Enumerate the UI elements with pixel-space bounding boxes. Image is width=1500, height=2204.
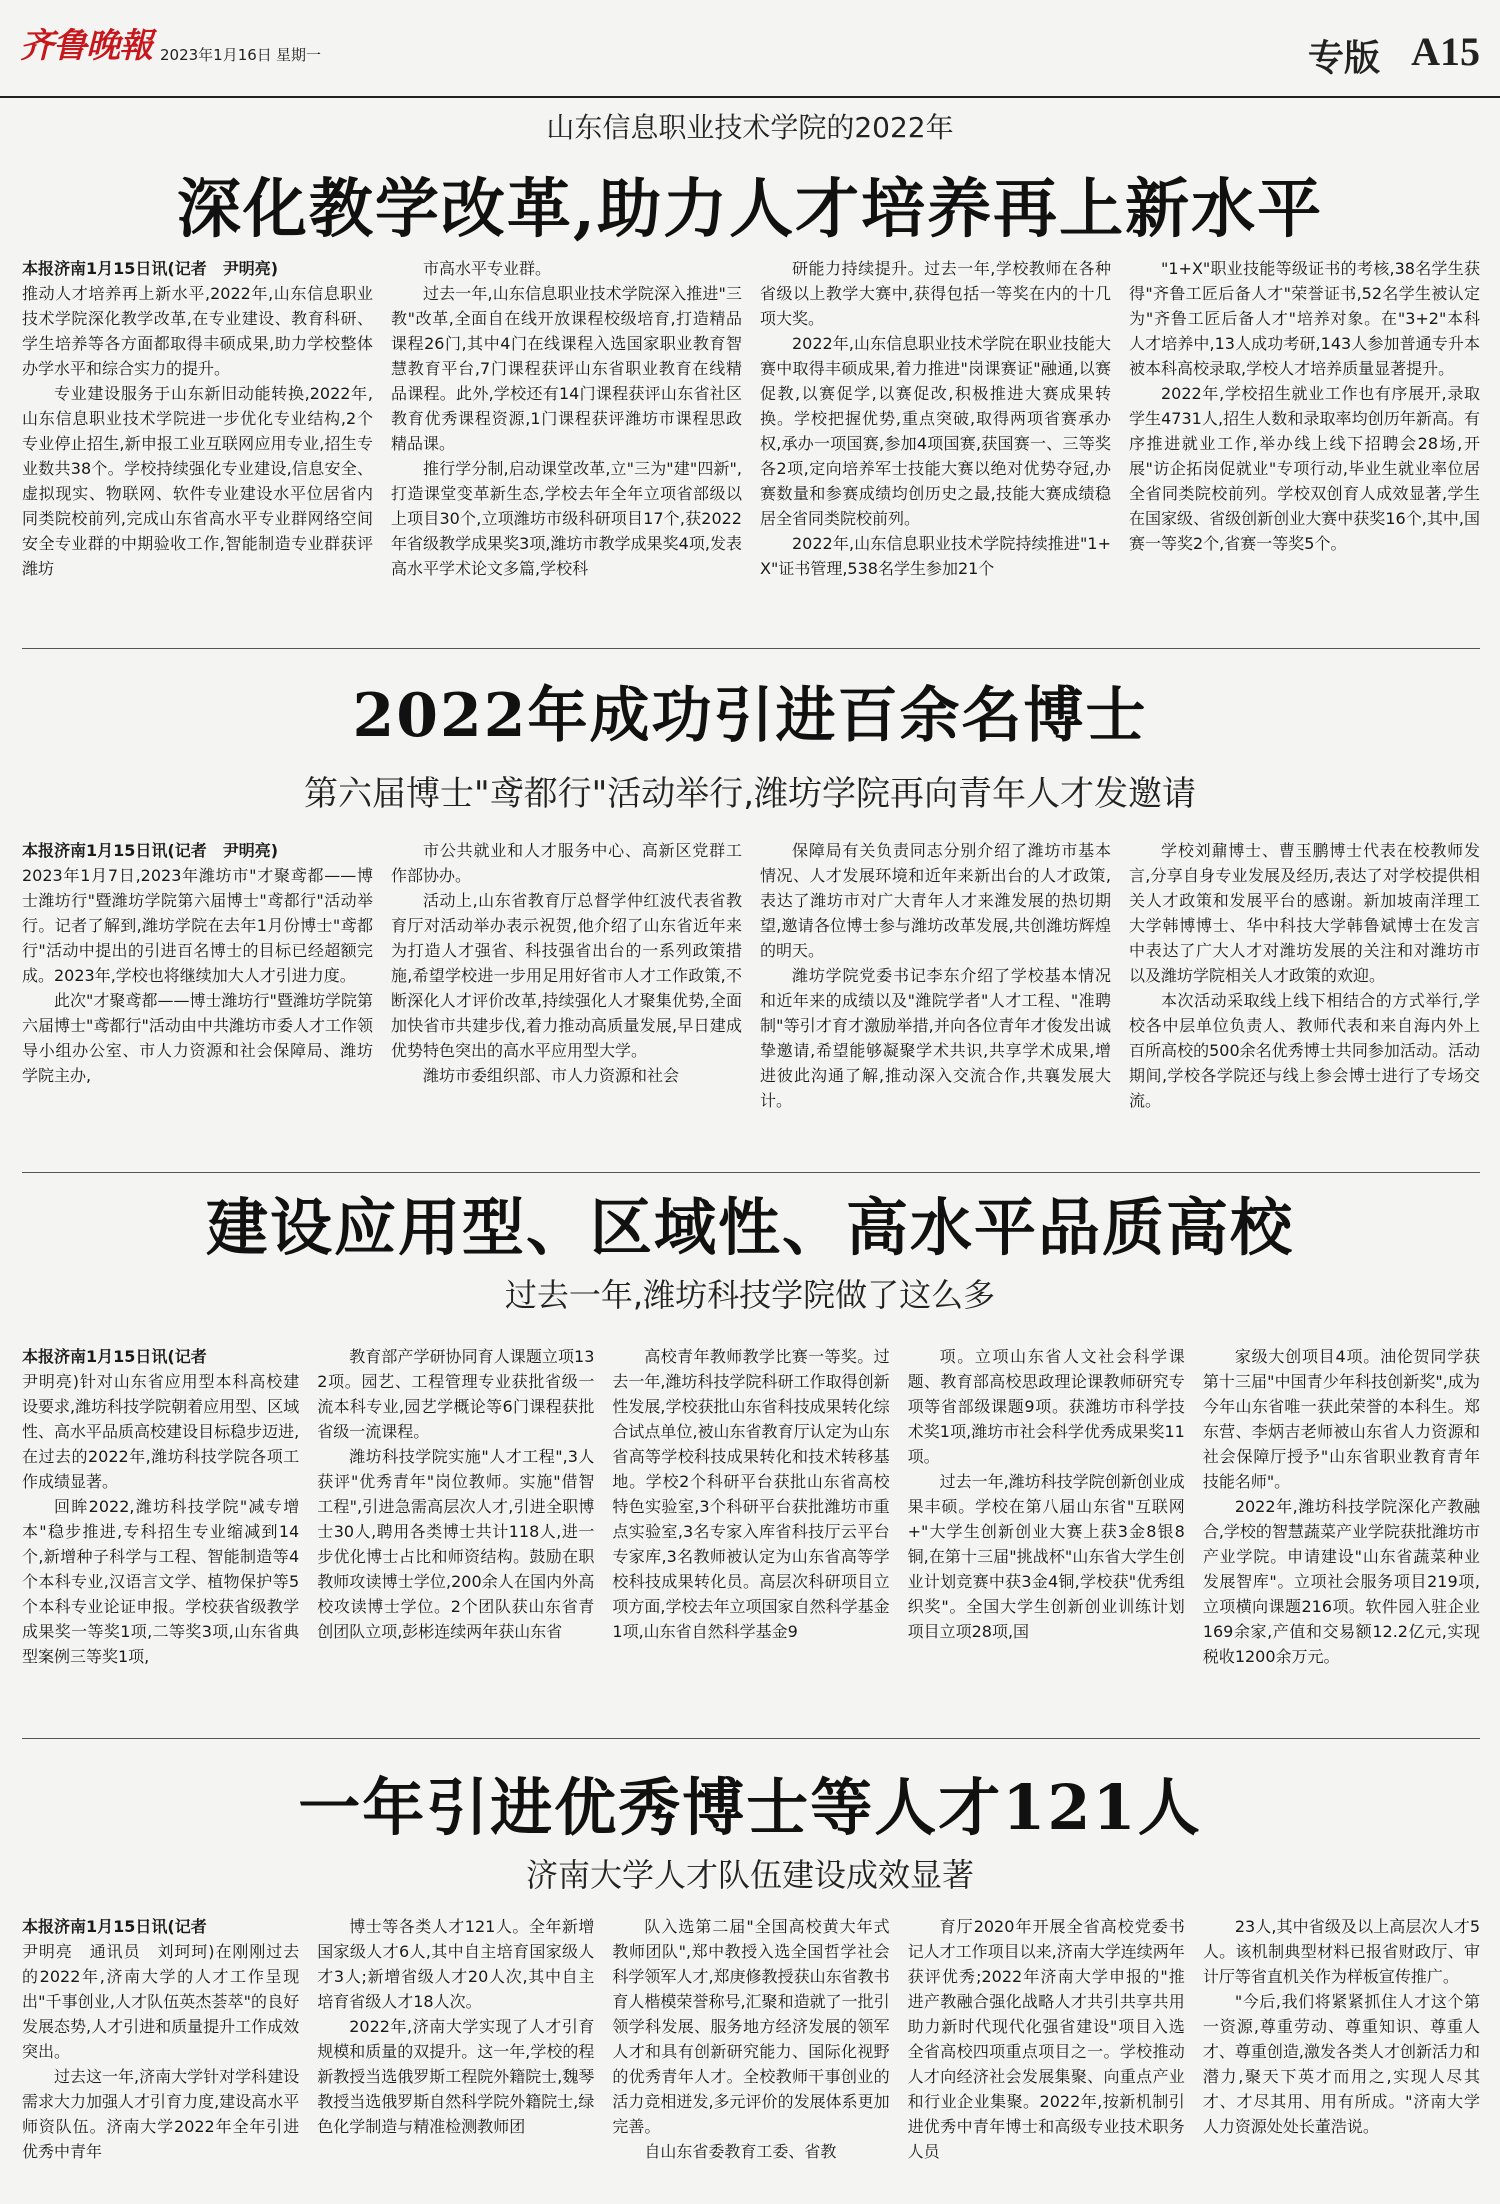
article-column bbox=[22, 838, 373, 1168]
paragraph-text: 高校青年教师教学比赛一等奖。过去一年,潍坊科技学院科研工作取得创新性发展,学校获批山东省科技成果转化综合试点单位,被山东省教育厅认定为山东省高等学校科技成果转化和技术转移基地。学校2个科研平台获批山东省高校特色实验室,3个科研平台获批潍坊市重点实验室,3名专家入库省科技厅云平台专家库,3名教师被认定为山东省高等学校科技成果转化员。高层次科研项目立项方面,学校去年立项国家自然科学基金1项,山东省自然科学基金9 bbox=[612, 1347, 890, 1641]
article-3-body bbox=[22, 1344, 1480, 1730]
paragraph bbox=[760, 531, 1111, 581]
divider bbox=[22, 1172, 1480, 1173]
paragraph bbox=[391, 838, 742, 888]
paragraph bbox=[760, 838, 1111, 963]
paragraph bbox=[22, 988, 373, 1088]
article-column bbox=[1203, 1344, 1480, 1730]
paragraph bbox=[612, 1344, 889, 1644]
paragraph bbox=[317, 1444, 594, 1644]
article-4-subtitle: 济南大学人才队伍建设成效显著 bbox=[525, 1856, 974, 1894]
paragraph bbox=[908, 1344, 1185, 1469]
article-column bbox=[317, 1914, 594, 2196]
paragraph-text: 学校刘鼐博士、曹玉鹏博士代表在校教师发言,分享自身专业发展及经历,表达了对学校提供相关人才政策和发展平台的感谢。新加坡南洋理工大学韩博博士、华中科技大学韩鲁斌博士在发言中表达了广大人才对潍坊发展的关注和对潍坊市以及潍坊学院相关人才政策的欢迎。 bbox=[1129, 841, 1480, 985]
article-1-kicker: 山东信息职业技术学院的2022年 bbox=[546, 111, 954, 144]
paragraph bbox=[760, 331, 1111, 531]
article-column bbox=[391, 838, 742, 1168]
article-1-headline: 深化教学改革,助力人才培养再上新水平 bbox=[176, 172, 1324, 247]
paragraph bbox=[22, 2064, 299, 2164]
dateline: 本报济南1月15日讯(记者 尹明亮) bbox=[22, 841, 279, 860]
paragraph-text: 推行学分制,启动课堂改革,立"三为"建"四新",打造课堂变革新生态,学校去年全年立项省部级以上项目30个,立项潍坊市级科研项目17个,获2022年省级教学成果奖3项,潍坊市教学成果奖4项,发表高水平学术论文多篇,学校科 bbox=[391, 459, 742, 578]
issue-weekday: 星期一 bbox=[276, 46, 322, 64]
paragraph bbox=[391, 281, 742, 456]
article-column bbox=[22, 1344, 299, 1730]
paragraph bbox=[760, 963, 1111, 1113]
paragraph-text: 过去这一年,济南大学针对学科建设需求大力加强人才引育力度,建设高水平师资队伍。济南大学2022年全年引进优秀中青年 bbox=[22, 2067, 300, 2161]
article-2-subtitle: 第六届博士"鸢都行"活动举行,潍坊学院再向青年人才发邀请 bbox=[303, 774, 1197, 814]
paragraph bbox=[1129, 838, 1480, 988]
article-column bbox=[391, 256, 742, 636]
article-column bbox=[612, 1914, 889, 2196]
newspaper-logo: 齐鲁晚報 bbox=[20, 26, 152, 66]
paragraph-text: 活动上,山东省教育厅总督学仲红波代表省教育厅对活动举办表示祝贺,他介绍了山东省近年来为打造人才强省、科技强省出台的一系列政策措施,希望学校进一步用足用好省市人才工作政策,不断深化人才评价改革,持续强化人才聚集优势,全面加快省市共建步伐,着力推动高质量发展,早日建成优势特色突出的高水平应用型大学。 bbox=[391, 891, 742, 1060]
paragraph-text: 市公共就业和人才服务中心、高新区党群工作部协办。 bbox=[391, 841, 742, 885]
article-column bbox=[22, 256, 373, 636]
paragraph-text: 家级大创项目4项。油伦贺同学获第十三届"中国青少年科技创新奖",成为今年山东省唯一获此荣誉的本科生。郑东营、李炳吉老师被山东省人力资源和社会保障厅授予"山东省职业教育青年技能名师"。 bbox=[1202, 1347, 1481, 1491]
divider bbox=[22, 1738, 1480, 1739]
paragraph-text: 尹明亮 通讯员 刘珂珂)在刚刚过去的2022年,济南大学的人才工作呈现出"千事创业,人才队伍英杰荟萃"的良好发展态势,人才引进和质量提升工作成效突出。 bbox=[22, 1942, 300, 2061]
paragraph-text: 博士等各类人才121人。全年新增国家级人才6人,其中自主培育国家级人才3人;新增省级人才20人次,其中自主培育省级人才18人次。 bbox=[317, 1917, 595, 2011]
paragraph bbox=[1203, 1344, 1480, 1494]
paragraph-text: 市高水平专业群。 bbox=[423, 259, 552, 278]
paragraph bbox=[1203, 1494, 1480, 1669]
paragraph bbox=[908, 1914, 1185, 2164]
article-4-headline: 一年引进优秀博士等人才121人 bbox=[298, 1771, 1202, 1844]
paragraph-text: 本次活动采取线上线下相结合的方式举行,学校各中层单位负责人、教师代表和来自海内外上百所高校的500余名优秀博士共同参加活动。活动期间,学校各学院还与线上参会博士进行了专场交流。 bbox=[1129, 991, 1480, 1110]
paragraph bbox=[612, 2139, 889, 2164]
paragraph bbox=[317, 1344, 594, 1444]
article-column bbox=[1203, 1914, 1480, 2196]
paragraph bbox=[391, 1063, 742, 1088]
paragraph bbox=[760, 256, 1111, 331]
article-2-headline: 2022年成功引进百余名博士 bbox=[352, 681, 1148, 751]
paragraph-text: 育厅2020年开展全省高校党委书记人才工作项目以来,济南大学连续两年获评优秀;2022年济南大学申报的"推进产教融合强化战略人才共引共享共用助力新时代现代化强省建设"项目入选全省高校四项重点项目之一。学校推动人才向经济社会发展集聚、向重点产业和行业企业集聚。2022年,按新机制引进优秀中青年博士和高级专业技术职务人员 bbox=[907, 1917, 1185, 2161]
article-1-body bbox=[22, 256, 1480, 636]
masthead bbox=[0, 0, 1500, 98]
paragraph bbox=[1129, 256, 1480, 381]
paragraph-text: 专业建设服务于山东新旧动能转换,2022年,山东信息职业技术学院进一步优化专业结构,2个专业停止招生,新申报工业互联网应用专业,招生专业数共38个。学校持续强化专业建设,信息安全、虚拟现实、物联网、软件专业建设水平位居省内同类院校前列,完成山东省高水平专业群网络空间安全专业群的中期验收工作,智能制造专业群获评潍坊 bbox=[22, 384, 373, 578]
paragraph bbox=[22, 838, 373, 988]
paragraph-text: 过去一年,山东信息职业技术学院深入推进"三教"改革,全面自在线开放课程校级培育,打造精品课程26门,其中4门在线课程入选国家职业教育智慧教育平台,7门课程获评山东省职业教育在线精品课程。此外,学校还有14门课程获评山东省社区教育优秀课程资源,1门课程获评潍坊市课程思政精品课。 bbox=[391, 284, 742, 453]
article-column bbox=[760, 256, 1111, 636]
paragraph-text: 推动人才培养再上新水平,2022年,山东信息职业技术学院深化教学改革,在专业建设、教育科研、学生培养等各方面都取得丰硕成果,助力学校整体办学水平和综合实力的提升。 bbox=[22, 284, 373, 378]
article-column bbox=[317, 1344, 594, 1730]
paragraph-text: 过去一年,潍坊科技学院创新创业成果丰硕。学校在第八届山东省"互联网+"大学生创新创业大赛上获3金8银8铜,在第十三届"挑战杯"山东省大学生创业计划竞赛中获3金4铜,学校获"优秀组织奖"。全国大学生创新创业训练计划项目立项28项,国 bbox=[907, 1472, 1185, 1641]
paragraph-text: 队入选第二届"全国高校黄大年式教师团队",郑中教授入选全国哲学社会科学领军人才,郑庚修教授获山东省教书育人楷模荣誉称号,汇聚和造就了一批引领学科发展、服务地方经济发展的领军人才和具有创新研究能力、国际化视野的优秀青年人才。全校教师干事创业的活力竞相迸发,多元评价的发展体系更加完善。 bbox=[612, 1917, 890, 2136]
article-3-headline: 建设应用型、区域性、高水平品质高校 bbox=[205, 1191, 1294, 1264]
paragraph bbox=[391, 888, 742, 1063]
divider bbox=[22, 648, 1480, 649]
paragraph bbox=[1203, 1914, 1480, 1989]
article-column bbox=[760, 838, 1111, 1168]
paragraph-text: 2022年,济南大学实现了人才引育规模和质量的双提升。这一年,学校的程新教授当选俄罗斯工程院外籍院士,魏琴教授当选俄罗斯自然科学院外籍院士,绿色化学制造与精准检测教师团 bbox=[317, 2017, 595, 2136]
article-column bbox=[1129, 256, 1480, 636]
article-column bbox=[908, 1914, 1185, 2196]
paragraph-text: 潍坊科技学院实施"人才工程",3人获评"优秀青年"岗位教师。实施"借智工程",引进急需高层次人才,引进全职博士30人,聘用各类博士共计118人,进一步优化博士占比和师资结构。鼓励在职教师攻读博士学位,200余人在国内外高校攻读博士学位。2个团队获山东省青创团队立项,彭彬连续两年获山东省 bbox=[317, 1447, 595, 1641]
issue-date: 2023年1月16日 bbox=[160, 46, 272, 64]
paragraph bbox=[22, 1494, 299, 1669]
article-4-body bbox=[22, 1914, 1480, 2196]
article-column bbox=[908, 1344, 1185, 1730]
article-column bbox=[612, 1344, 889, 1730]
paragraph bbox=[391, 256, 742, 281]
paragraph-text: 项。立项山东省人文社会科学课题、教育部高校思政理论课教师研究专项等省部级课题9项。获潍坊市科学技术奖1项,潍坊市社会科学优秀成果奖11项。 bbox=[907, 1347, 1185, 1466]
paragraph-text: 2022年,潍坊科技学院深化产教融合,学校的智慧蔬菜产业学院获批潍坊市产业学院。申请建设"山东省蔬菜种业发展智库"。立项社会服务项目219项,立项横向课题216项。软件园入驻企业169余家,产值和交易额12.2亿元,实现税收1200余万元。 bbox=[1202, 1497, 1481, 1666]
paragraph bbox=[317, 2014, 594, 2139]
paragraph bbox=[391, 456, 742, 581]
paragraph-text: 教育部产学研协同育人课题立项132项。园艺、工程管理专业获批省级一流本科专业,园艺学概论等6门课程获批省级一流课程。 bbox=[317, 1347, 595, 1441]
paragraph-text: 自山东省委教育工委、省教 bbox=[644, 2142, 837, 2161]
article-2-body bbox=[22, 838, 1480, 1168]
paragraph bbox=[317, 1914, 594, 2014]
paragraph bbox=[1129, 381, 1480, 556]
paragraph bbox=[1129, 988, 1480, 1113]
paragraph-text: 保障局有关负责同志分别介绍了潍坊市基本情况、人才发展环境和近年来新出台的人才政策,表达了潍坊市对广大青年人才来潍发展的热切期望,邀请各位博士参与潍坊改革发展,共创潍坊辉煌的明天。 bbox=[760, 841, 1111, 960]
paragraph bbox=[612, 1914, 889, 2139]
article-column bbox=[22, 1914, 299, 2196]
paragraph bbox=[908, 1469, 1185, 1644]
paragraph-text: 23人,其中省级及以上高层次人才5人。该机制典型材料已报省财政厅、审计厅等省直机关作为样板宣传推广。 bbox=[1202, 1917, 1481, 1986]
section-label: 专版 bbox=[1307, 37, 1380, 79]
paragraph-text: 2022年,山东信息职业技术学院在职业技能大赛中取得丰硕成果,着力推进"岗课赛证"融通,以赛促教,以赛促学,以赛促改,积极推进大赛成果转换。学校把握优势,重点突破,取得两项省赛承办权,承办一项国赛,参加4项国赛,获国赛一、三等奖各2项,定向培养军士技能大赛以绝对优势夺冠,办赛数量和参赛成绩均创历史之最,技能大赛成绩稳居全省同类院校前列。 bbox=[760, 334, 1111, 528]
dateline: 本报济南1月15日讯(记者 bbox=[22, 1347, 207, 1366]
paragraph-text: 研能力持续提升。过去一年,学校教师在各种省级以上教学大赛中,获得包括一等奖在内的十几项大奖。 bbox=[760, 259, 1111, 328]
dateline: 本报济南1月15日讯(记者 bbox=[22, 1917, 207, 1936]
paragraph-text: 此次"才聚鸢都——博士潍坊行"暨潍坊学院第六届博士"鸢都行"活动由中共潍坊市委人才工作领导小组办公室、市人力资源和社会保障局、潍坊学院主办, bbox=[22, 991, 373, 1085]
paragraph bbox=[22, 381, 373, 581]
paragraph-text: 2023年1月7日,2023年潍坊市"才聚鸢都——博士潍坊行"暨潍坊学院第六届博士"鸢都行"活动举行。记者了解到,潍坊学院在去年1月份博士"鸢都行"活动中提出的引进百名博士的目标已经超额完成。2023年,学校也将继续加大人才引进力度。 bbox=[22, 866, 373, 985]
paragraph bbox=[22, 1344, 299, 1494]
paragraph-text: "1+X"职业技能等级证书的考核,38名学生获得"齐鲁工匠后备人才"荣誉证书,52名学生被认定为"齐鲁工匠后备人才"培养对象。在"3+2"本科人才培养中,13人成功考研,143人参加普通专升本被本科高校录取,学校人才培养质量显著提升。 bbox=[1129, 259, 1480, 378]
paragraph-text: 潍坊学院党委书记李东介绍了学校基本情况和近年来的成绩以及"潍院学者"人才工程、"准聘制"等引才育才激励举措,并向各位青年才俊发出诚挚邀请,希望能够凝聚学术共识,共享学术成果,增进彼此沟通了解,推动深入交流合作,共襄发展大计。 bbox=[760, 966, 1111, 1110]
paragraph-text: 2022年,山东信息职业技术学院持续推进"1+X"证书管理,538名学生参加21个 bbox=[760, 534, 1111, 578]
paragraph-text: 潍坊市委组织部、市人力资源和社会 bbox=[423, 1066, 680, 1085]
page-number: A15 bbox=[1411, 29, 1480, 74]
paragraph bbox=[1203, 1989, 1480, 2139]
article-column bbox=[1129, 838, 1480, 1168]
paragraph-text: 尹明亮)针对山东省应用型本科高校建设要求,潍坊科技学院朝着应用型、区域性、高水平品质高校建设目标稳步迈进,在过去的2022年,潍坊科技学院各项工作成绩显著。 bbox=[22, 1372, 300, 1491]
paragraph-text: "今后,我们将紧紧抓住人才这个第一资源,尊重劳动、尊重知识、尊重人才、尊重创造,激发各类人才创新活力和潜力,聚天下英才而用之,实现人尽其才、才尽其用、用有所成。"济南大学人力资源处处长董浩说。 bbox=[1202, 1992, 1481, 2136]
paragraph bbox=[22, 256, 373, 381]
article-3-subtitle: 过去一年,潍坊科技学院做了这么多 bbox=[504, 1276, 996, 1314]
paragraph bbox=[22, 1914, 299, 2064]
paragraph-text: 回眸2022,潍坊科技学院"减专增本"稳步推进,专科招生专业缩减到14个,新增种子科学与工程、智能制造等4个本科专业,汉语言文学、植物保护等5个本科专业论证申报。学校获省级教学成果奖一等奖1项,二等奖3项,山东省典型案例三等奖1项, bbox=[22, 1497, 300, 1666]
dateline: 本报济南1月15日讯(记者 尹明亮) bbox=[22, 259, 279, 278]
paragraph-text: 2022年,学校招生就业工作也有序展开,录取学生4731人,招生人数和录取率均创历年新高。有序推进就业工作,举办线上线下招聘会28场,开展"访企拓岗促就业"专项行动,毕业生就业率位居全省同类院校前列。学校双创育人成效显著,学生在国家级、省级创新创业大赛中获奖16个,其中,国赛一等奖2个,省赛一等奖5个。 bbox=[1129, 384, 1480, 553]
